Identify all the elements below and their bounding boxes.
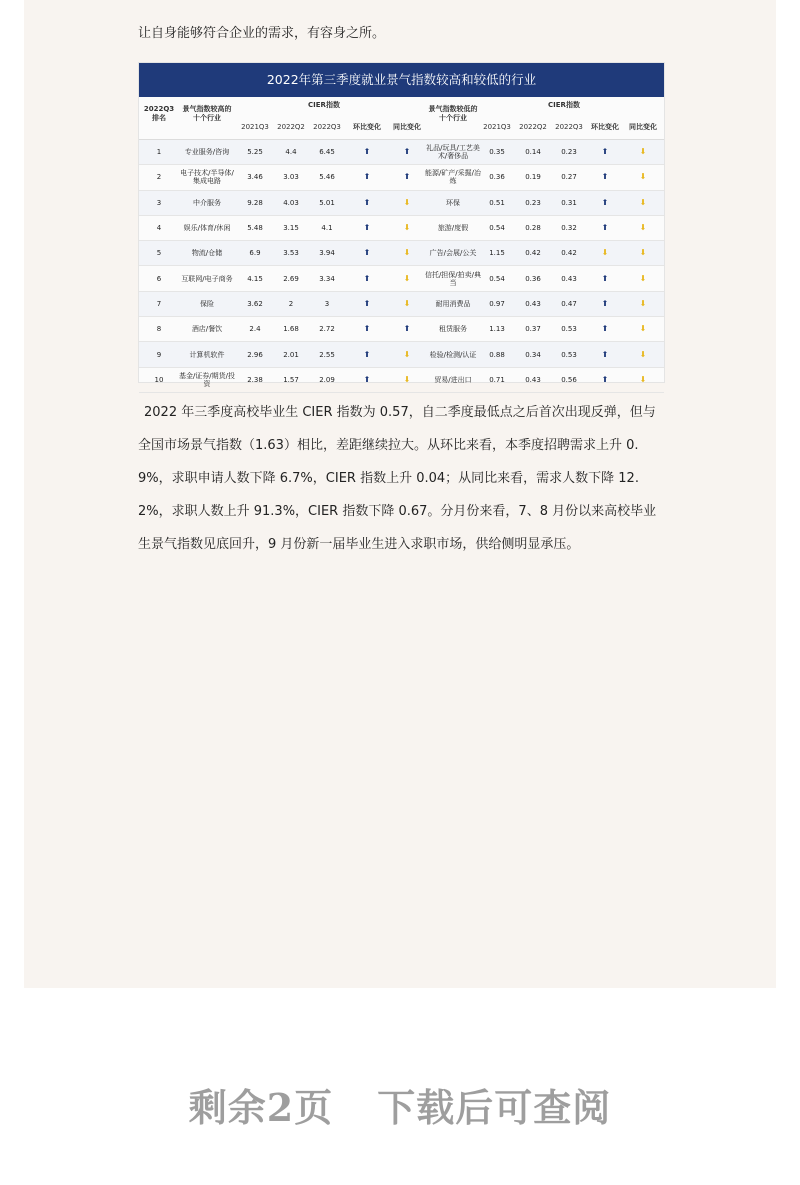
remaining-pages-banner[interactable] — [0, 1082, 800, 1134]
table-cell: 计算机软件 — [189, 350, 225, 359]
arrow-up-icon — [347, 368, 387, 392]
arrow-down-icon — [624, 266, 662, 290]
table-cell: 0.71 — [489, 375, 505, 384]
arrow-up-icon — [586, 140, 624, 164]
table-cell: 5.46 — [319, 173, 335, 182]
arrow-down-icon — [624, 342, 662, 366]
table-cell: 0.88 — [489, 350, 505, 359]
table-row — [139, 266, 664, 291]
arrow-up-icon — [387, 140, 427, 164]
table-cell: 8 — [156, 325, 162, 334]
arrow-up-icon — [586, 317, 624, 341]
table-cell: 租赁服务 — [439, 325, 467, 334]
arrow-down-icon — [387, 292, 427, 316]
arrow-up-icon — [347, 191, 387, 215]
table-cell: 2.09 — [319, 375, 335, 384]
arrow-up-icon: ⬆ — [601, 273, 609, 283]
table-cell: 0.53 — [561, 325, 577, 334]
table-cell: 2.38 — [247, 375, 263, 384]
table-cell: 3.62 — [247, 299, 263, 308]
arrow-down-icon: ⬇ — [639, 248, 647, 258]
arrow-up-icon — [387, 317, 427, 341]
table-cell: 0.36 — [489, 173, 505, 182]
table-cell: 信托/担保/拍卖/典当 — [424, 270, 482, 287]
header-2022q2-right: 2022Q2 — [519, 123, 547, 131]
table-cell: 3.94 — [319, 249, 335, 258]
table-cell: 2.4 — [249, 325, 261, 334]
arrow-up-icon — [347, 241, 387, 265]
table-cell: 0.37 — [525, 325, 541, 334]
arrow-up-icon — [347, 216, 387, 240]
body-paragraph: 2022 年三季度高校毕业生 CIER 指数为 0.57，自二季度最低点之后首次出现反弹，但与全国市场景气指数（1.63）相比，差距继续拉大。从环比来看，本季度招聘需求上升 0.9%，求职申请人数下降 6.7%，CIER 指数上升 0.04；从同比来看，需求人数下降 12.2%，求职人数上升 91.3%，CIER 指数下降 0.67。分月份来看，7、8 月份以来高校毕业生景气指数见底回升，9 月份新一届毕业生进入求职市场，供给侧明显承压。 — [138, 405, 657, 552]
table-cell: 5.01 — [319, 198, 335, 207]
header-cier-right: CIER指数 — [548, 101, 580, 109]
table-row — [139, 241, 664, 266]
arrow-up-icon: ⬆ — [601, 223, 609, 233]
arrow-up-icon — [586, 342, 624, 366]
table-cell: 10 — [154, 375, 164, 384]
table-cell: 0.32 — [561, 224, 577, 233]
table-cell: 0.53 — [561, 350, 577, 359]
arrow-up-icon: ⬆ — [403, 172, 411, 182]
table-cell: 保险 — [200, 299, 214, 308]
table-cell: 9 — [156, 350, 162, 359]
table-cell: 6.45 — [319, 148, 335, 157]
arrow-down-icon — [387, 266, 427, 290]
arrow-down-icon: ⬇ — [403, 273, 411, 283]
table-cell: 0.23 — [525, 198, 541, 207]
arrow-up-icon: ⬆ — [363, 324, 371, 334]
arrow-down-icon — [387, 191, 427, 215]
arrow-up-icon: ⬆ — [601, 197, 609, 207]
table-cell: 2.72 — [319, 325, 335, 334]
table-cell: 5.48 — [247, 224, 263, 233]
header-hb-left: 环比变化 — [353, 123, 381, 131]
arrow-up-icon: ⬆ — [403, 147, 411, 157]
arrow-up-icon — [586, 292, 624, 316]
arrow-down-icon: ⬇ — [403, 248, 411, 258]
table-cell: 2 — [156, 173, 162, 182]
table-cell: 2.69 — [283, 274, 299, 283]
table-cell: 4 — [156, 224, 162, 233]
table-cell: 9.28 — [247, 198, 263, 207]
header-cier-left: CIER指数 — [308, 101, 340, 109]
arrow-down-icon: ⬇ — [403, 349, 411, 359]
arrow-down-icon: ⬇ — [403, 298, 411, 308]
table-cell: 2.96 — [247, 350, 263, 359]
table-cell: 4.03 — [283, 198, 299, 207]
table-cell: 娱乐/体育/休闲 — [183, 224, 231, 233]
arrow-up-icon — [347, 165, 387, 189]
table-cell: 2.55 — [319, 350, 335, 359]
header-2022q3-left: 2022Q3 — [313, 123, 341, 131]
table-cell: 耐用消费品 — [435, 299, 471, 308]
arrow-down-icon — [624, 292, 662, 316]
banner-remaining: 剩余2页 — [188, 1085, 334, 1130]
arrow-up-icon: ⬆ — [601, 172, 609, 182]
header-2021q3-right: 2021Q3 — [483, 123, 511, 131]
arrow-up-icon — [347, 140, 387, 164]
table-row — [139, 368, 664, 393]
arrow-down-icon: ⬇ — [639, 298, 647, 308]
table-cell: 0.34 — [525, 350, 541, 359]
table-cell: 0.43 — [525, 299, 541, 308]
table-cell: 能源/矿产/采掘/冶炼 — [424, 169, 482, 186]
arrow-up-icon: ⬆ — [363, 223, 371, 233]
table-cell: 检验/检测/认证 — [429, 350, 477, 359]
arrow-down-icon: ⬇ — [639, 324, 647, 334]
arrow-up-icon: ⬆ — [601, 374, 609, 384]
table-cell: 4.1 — [321, 224, 333, 233]
header-low-industry: 景气指数较低的 十个行业 — [428, 105, 478, 122]
table-row — [139, 216, 664, 241]
arrow-down-icon: ⬇ — [403, 197, 411, 207]
table-cell: 基金/证券/期货/投资 — [178, 371, 236, 388]
table-cell: 4.15 — [247, 274, 263, 283]
table-row — [139, 165, 664, 190]
header-rank: 2022Q3 排名 — [143, 105, 175, 122]
table-body — [139, 140, 664, 393]
arrow-up-icon: ⬆ — [363, 349, 371, 359]
arrow-up-icon — [586, 368, 624, 392]
arrow-up-icon — [347, 342, 387, 366]
arrow-down-icon — [387, 342, 427, 366]
arrow-down-icon: ⬇ — [639, 223, 647, 233]
table-cell: 7 — [156, 299, 162, 308]
table-cell: 专业服务/咨询 — [184, 148, 230, 157]
table-cell: 0.36 — [525, 274, 541, 283]
arrow-down-icon — [624, 191, 662, 215]
table-cell: 礼品/玩具/工艺美术/奢侈品 — [426, 144, 480, 161]
table-cell: 贸易/进出口 — [434, 375, 472, 384]
arrow-down-icon — [624, 165, 662, 189]
arrow-down-icon — [387, 216, 427, 240]
table-cell: 1.15 — [489, 249, 505, 258]
arrow-down-icon: ⬇ — [601, 248, 609, 258]
table-row — [139, 140, 664, 165]
header-hb-right: 环比变化 — [591, 123, 619, 131]
table-cell: 0.97 — [489, 299, 505, 308]
arrow-up-icon — [347, 266, 387, 290]
industry-table — [138, 62, 665, 388]
table-cell: 5.25 — [247, 148, 263, 157]
arrow-down-icon: ⬇ — [639, 172, 647, 182]
table-cell: 2.01 — [283, 350, 299, 359]
table-cell: 1.13 — [489, 325, 505, 334]
table-cell: 物流/仓储 — [191, 249, 223, 258]
arrow-down-icon: ⬇ — [639, 349, 647, 359]
table-cell: 环保 — [446, 198, 460, 207]
table-cell: 3.53 — [283, 249, 299, 258]
table-cell: 1.57 — [283, 375, 299, 384]
arrow-up-icon: ⬆ — [363, 248, 371, 258]
arrow-up-icon — [586, 165, 624, 189]
intro-text: 让自身能够符合企业的需求，有容身之所。 — [138, 26, 386, 41]
arrow-up-icon — [347, 292, 387, 316]
table-cell: 0.35 — [489, 148, 505, 157]
table-cell: 0.56 — [561, 375, 577, 384]
table-cell: 0.43 — [525, 375, 541, 384]
arrow-down-icon — [624, 241, 662, 265]
table-cell: 0.42 — [561, 249, 577, 258]
table-cell: 0.42 — [525, 249, 541, 258]
table-cell: 0.23 — [561, 148, 577, 157]
table-row — [139, 292, 664, 317]
table-cell: 4.4 — [285, 148, 297, 157]
arrow-up-icon — [586, 191, 624, 215]
arrow-down-icon: ⬇ — [403, 223, 411, 233]
table-cell: 3 — [156, 198, 162, 207]
table-cell: 广告/会展/公关 — [429, 249, 477, 258]
table-cell: 0.54 — [489, 274, 505, 283]
arrow-up-icon — [586, 216, 624, 240]
arrow-down-icon — [624, 368, 662, 392]
table-cell: 3.34 — [319, 274, 335, 283]
table-cell: 中介服务 — [193, 198, 221, 207]
header-2021q3-left: 2021Q3 — [241, 123, 269, 131]
table-header — [139, 97, 664, 140]
table-cell: 0.47 — [561, 299, 577, 308]
arrow-down-icon: ⬇ — [639, 197, 647, 207]
arrow-up-icon: ⬆ — [601, 324, 609, 334]
table-cell: 1 — [156, 148, 162, 157]
arrow-down-icon — [387, 368, 427, 392]
table-cell: 3.46 — [247, 173, 263, 182]
arrow-down-icon — [624, 140, 662, 164]
table-cell: 5 — [156, 249, 162, 258]
table-cell: 0.14 — [525, 148, 541, 157]
table-cell: 0.28 — [525, 224, 541, 233]
arrow-up-icon — [387, 165, 427, 189]
header-tb-right: 同比变化 — [629, 123, 657, 131]
table-cell: 3 — [324, 299, 330, 308]
arrow-down-icon: ⬇ — [639, 374, 647, 384]
header-tb-left: 同比变化 — [393, 123, 421, 131]
table-cell: 互联网/电子商务 — [181, 274, 233, 283]
arrow-up-icon: ⬆ — [363, 273, 371, 283]
table-row — [139, 317, 664, 342]
arrow-down-icon — [387, 241, 427, 265]
table-cell: 0.51 — [489, 198, 505, 207]
arrow-down-icon — [624, 317, 662, 341]
arrow-up-icon: ⬆ — [601, 298, 609, 308]
table-cell: 电子技术/半导体/集成电路 — [180, 169, 234, 186]
table-cell: 旅游/度假 — [437, 224, 469, 233]
arrow-up-icon: ⬆ — [363, 298, 371, 308]
arrow-down-icon: ⬇ — [403, 374, 411, 384]
arrow-up-icon: ⬆ — [403, 324, 411, 334]
table-cell: 6.9 — [249, 249, 261, 258]
table-title: 2022年第三季度就业景气指数较高和较低的行业 — [139, 63, 664, 97]
table-cell: 1.68 — [283, 325, 299, 334]
table-cell: 6 — [156, 274, 162, 283]
arrow-up-icon — [347, 317, 387, 341]
banner-download: 下载后可查阅 — [377, 1085, 612, 1130]
table-cell: 0.54 — [489, 224, 505, 233]
table-cell: 3.03 — [283, 173, 299, 182]
table-cell: 3.15 — [283, 224, 299, 233]
table-cell: 0.19 — [525, 173, 541, 182]
table-row — [139, 342, 664, 367]
arrow-down-icon: ⬇ — [639, 147, 647, 157]
table-cell: 0.43 — [561, 274, 577, 283]
arrow-up-icon: ⬆ — [363, 147, 371, 157]
header-high-industry: 景气指数较高的 十个行业 — [182, 105, 232, 122]
header-2022q3-right: 2022Q3 — [555, 123, 583, 131]
arrow-up-icon: ⬆ — [601, 349, 609, 359]
arrow-down-icon — [586, 241, 624, 265]
table-cell: 2 — [288, 299, 294, 308]
arrow-down-icon: ⬇ — [639, 273, 647, 283]
arrow-up-icon: ⬆ — [363, 374, 371, 384]
table-row — [139, 191, 664, 216]
arrow-down-icon — [624, 216, 662, 240]
table-cell: 酒店/餐饮 — [191, 325, 223, 334]
header-2022q2-left: 2022Q2 — [277, 123, 305, 131]
table-cell: 0.31 — [561, 198, 577, 207]
table-cell: 0.27 — [561, 173, 577, 182]
arrow-up-icon — [586, 266, 624, 290]
arrow-up-icon: ⬆ — [363, 172, 371, 182]
arrow-up-icon: ⬆ — [363, 197, 371, 207]
arrow-up-icon: ⬆ — [601, 147, 609, 157]
